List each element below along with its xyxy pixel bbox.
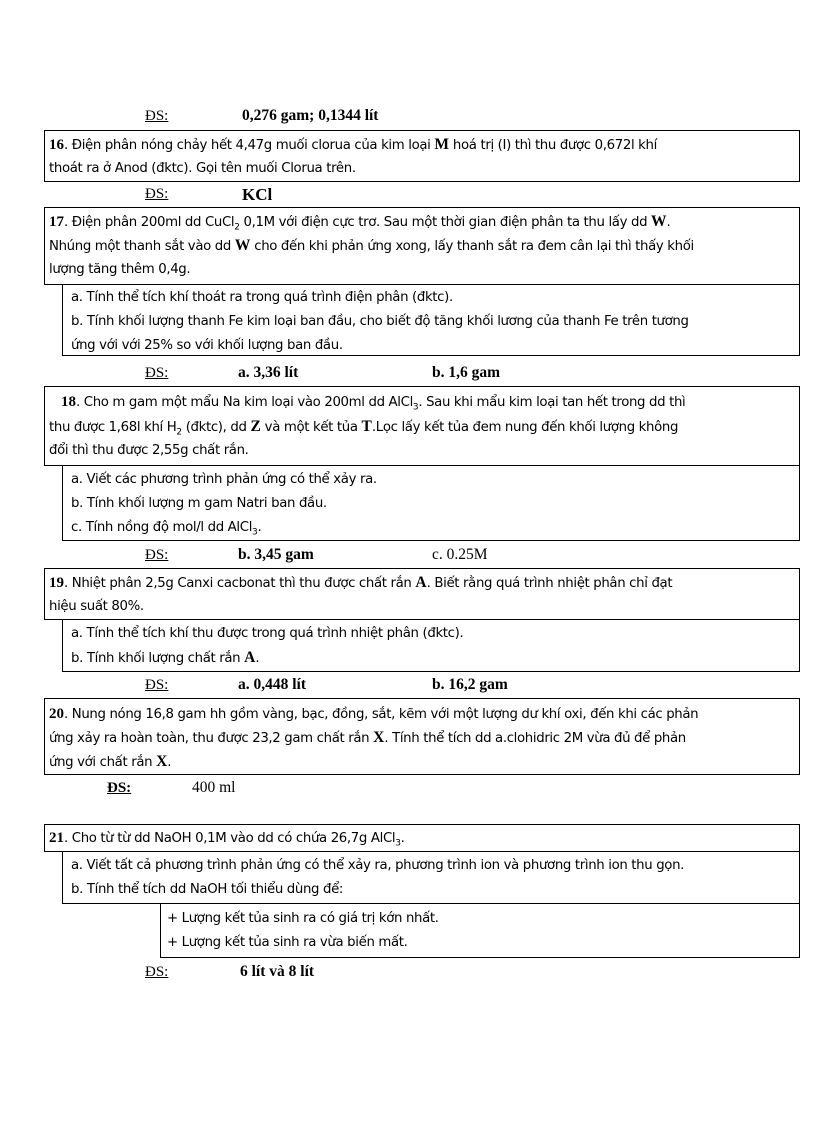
text: . Tính thể tích dd a.clohidric 2M vừa đủ để phản: [384, 731, 686, 746]
var-w: W: [651, 213, 667, 230]
question-17-line-1: [49, 210, 670, 235]
text: . Điện phân 200ml dd CuCl: [64, 215, 235, 230]
var-x: X: [156, 753, 168, 770]
text: .: [666, 215, 671, 230]
question-19-subparts-box: [62, 619, 800, 672]
question-21-subparts-box: [62, 851, 800, 904]
answer-label: ĐS:: [145, 186, 169, 202]
subpart-a: a. Viết các phương trình phản ứng có thể xảy ra.: [71, 472, 377, 487]
answer-label: ĐS:: [145, 547, 169, 563]
var-m: M: [434, 136, 450, 153]
var-z: Z: [250, 418, 261, 435]
text: . Biết rằng quá trình nhiệt phân chỉ đạt: [426, 576, 673, 591]
question-17-subparts-box: [62, 284, 800, 356]
subpart-b: b. Tính thể tích dd NaOH tối thiểu dùng để:: [71, 882, 344, 897]
subscript: 2: [176, 427, 182, 438]
answer-label: ĐS:: [145, 964, 169, 980]
answer-a: a. 3,36 lít: [238, 364, 299, 381]
question-19-line-1: [49, 571, 672, 596]
question-number: 16: [49, 137, 64, 153]
text: . Cho từ từ dd NaOH 0,1M vào dd có chứa 26,7g AlCl: [64, 831, 396, 846]
answer-b: b. 3,45 gam: [238, 546, 314, 563]
answer-value: 0,276 gam; 0,1344 lít: [242, 107, 379, 124]
text: (đktc), dd: [181, 420, 251, 435]
var-a: A: [244, 649, 256, 666]
text: .: [167, 755, 172, 770]
question-20-box: [44, 698, 800, 775]
subpart-a: a. Viết tất cả phương trình phản ứng có thể xảy ra, phương trình ion và phương trình ion thu gọn.: [71, 858, 685, 873]
subpart-c: [71, 516, 261, 540]
answer-value: KCl: [242, 185, 273, 204]
question-18-box: [44, 386, 800, 466]
text: . Cho m gam một mẩu Na kim loại vào 200ml dd AlCl: [76, 395, 413, 410]
question-20-line-1: [49, 702, 698, 727]
text: ứng xảy ra hoàn toàn, thu được 23,2 gam chất rắn: [49, 731, 374, 746]
text: . Sau khi mẩu kim loại tan hết trong dd thì: [418, 395, 686, 410]
var-t: T: [361, 418, 372, 435]
text: . Điện phân nóng chảy hết 4,47g muối clorua của kim loại: [64, 138, 435, 153]
question-17-box: [44, 207, 800, 285]
text: b. Tính khối lượng chất rắn: [71, 651, 245, 666]
question-20-line-3: [49, 750, 171, 775]
subscript: 3: [395, 838, 401, 849]
text: . Nung nóng 16,8 gam hh gồm vàng, bạc, đồng, sắt, kẽm với một lượng dư khí oxi, đến khi các phản: [64, 707, 699, 722]
answer-label: ĐS:: [145, 108, 169, 124]
answer-value: 6 lít và 8 lít: [240, 963, 315, 980]
answer-a: a. 0,448 lít: [238, 676, 307, 693]
answer-b: b. 1,6 gam: [432, 364, 501, 381]
text: thu được 1,68l khí H: [49, 420, 177, 435]
question-number: 17: [49, 214, 64, 230]
text: ứng với chất rắn: [49, 755, 157, 770]
question-17-line-3: lượng tăng thêm 0,4g.: [49, 262, 191, 277]
answer-label: ĐS:: [145, 677, 169, 693]
var-a: A: [415, 574, 427, 591]
question-19-box: [44, 568, 800, 620]
text: cho đến khi phản ứng xong, lấy thanh sắt ra đem cân lại thì thấy khối: [250, 239, 694, 254]
condition-2: + Lượng kết tủa sinh ra vừa biến mất.: [167, 935, 408, 950]
text: .Lọc lấy kết tủa đem nung đến khối lượng không: [371, 420, 679, 435]
question-16-box: [44, 130, 800, 182]
subscript: 3: [412, 402, 419, 413]
subpart-b: b. Tính khối lượng m gam Natri ban đầu.: [71, 496, 327, 511]
question-18-line-1: [61, 390, 685, 415]
subscript: 2: [234, 222, 240, 233]
text: Nhúng một thanh sắt vào dd: [49, 239, 235, 254]
text: c. Tính nồng độ mol/l dd AlCl: [71, 520, 253, 535]
subpart-a: a. Tính thể tích khí thoát ra trong quá trình điện phân (đktc).: [71, 290, 453, 305]
text: .: [257, 520, 262, 535]
question-17-line-2: [49, 234, 694, 259]
condition-1: + Lượng kết tủa sinh ra có giá trị kớn nhất.: [167, 911, 439, 926]
text: và một kết tủa: [260, 420, 362, 435]
answer-c: c. 0.25M: [432, 546, 488, 563]
question-18-line-2: [49, 415, 678, 440]
question-21-conditions-box: [160, 903, 800, 958]
question-number: 18: [61, 394, 76, 410]
var-x: X: [373, 729, 385, 746]
question-number: 20: [49, 706, 64, 722]
question-number: 21: [49, 830, 64, 846]
answer-label: ĐS:: [107, 780, 132, 796]
question-21-line-1: [49, 826, 405, 851]
subpart-b: [71, 646, 259, 671]
answer-b: b. 16,2 gam: [432, 676, 508, 693]
question-18-line-3: đổi thì thu được 2,55g chất rắn.: [49, 443, 249, 458]
subpart-b-cont: ứng với với 25% so với khối lượng ban đầu.: [71, 338, 343, 353]
question-20-line-2: [49, 726, 686, 751]
question-16-line-2: thoát ra ở Anod (đktc). Gọi tên muối Clorua trên.: [49, 161, 356, 176]
text: hoá trị (I) thì thu được 0,672l khí: [449, 138, 657, 153]
subpart-a: a. Tính thể tích khí thu được trong quá trình nhiệt phân (đktc).: [71, 626, 464, 641]
answer-value: 400 ml: [192, 779, 236, 796]
subpart-b: b. Tính khối lượng thanh Fe kim loại ban đầu, cho biết độ tăng khối lương của thanh Fe trên tương: [71, 314, 689, 329]
text: .: [400, 831, 405, 846]
subscript: 3: [252, 527, 258, 538]
question-16-line-1: [49, 133, 657, 158]
text: . Nhiệt phân 2,5g Canxi cacbonat thì thu được chất rắn: [64, 576, 416, 591]
question-18-subparts-box: [62, 465, 800, 541]
question-19-line-2: hiệu suất 80%.: [49, 599, 144, 614]
answer-label: ĐS:: [145, 365, 169, 381]
var-w: W: [234, 237, 251, 254]
question-number: 19: [49, 575, 64, 591]
question-21-box: [44, 824, 800, 852]
text: 0,1M với điện cực trơ. Sau một thời gian điện phân ta thu lấy dd: [239, 215, 652, 230]
text: .: [255, 651, 260, 666]
